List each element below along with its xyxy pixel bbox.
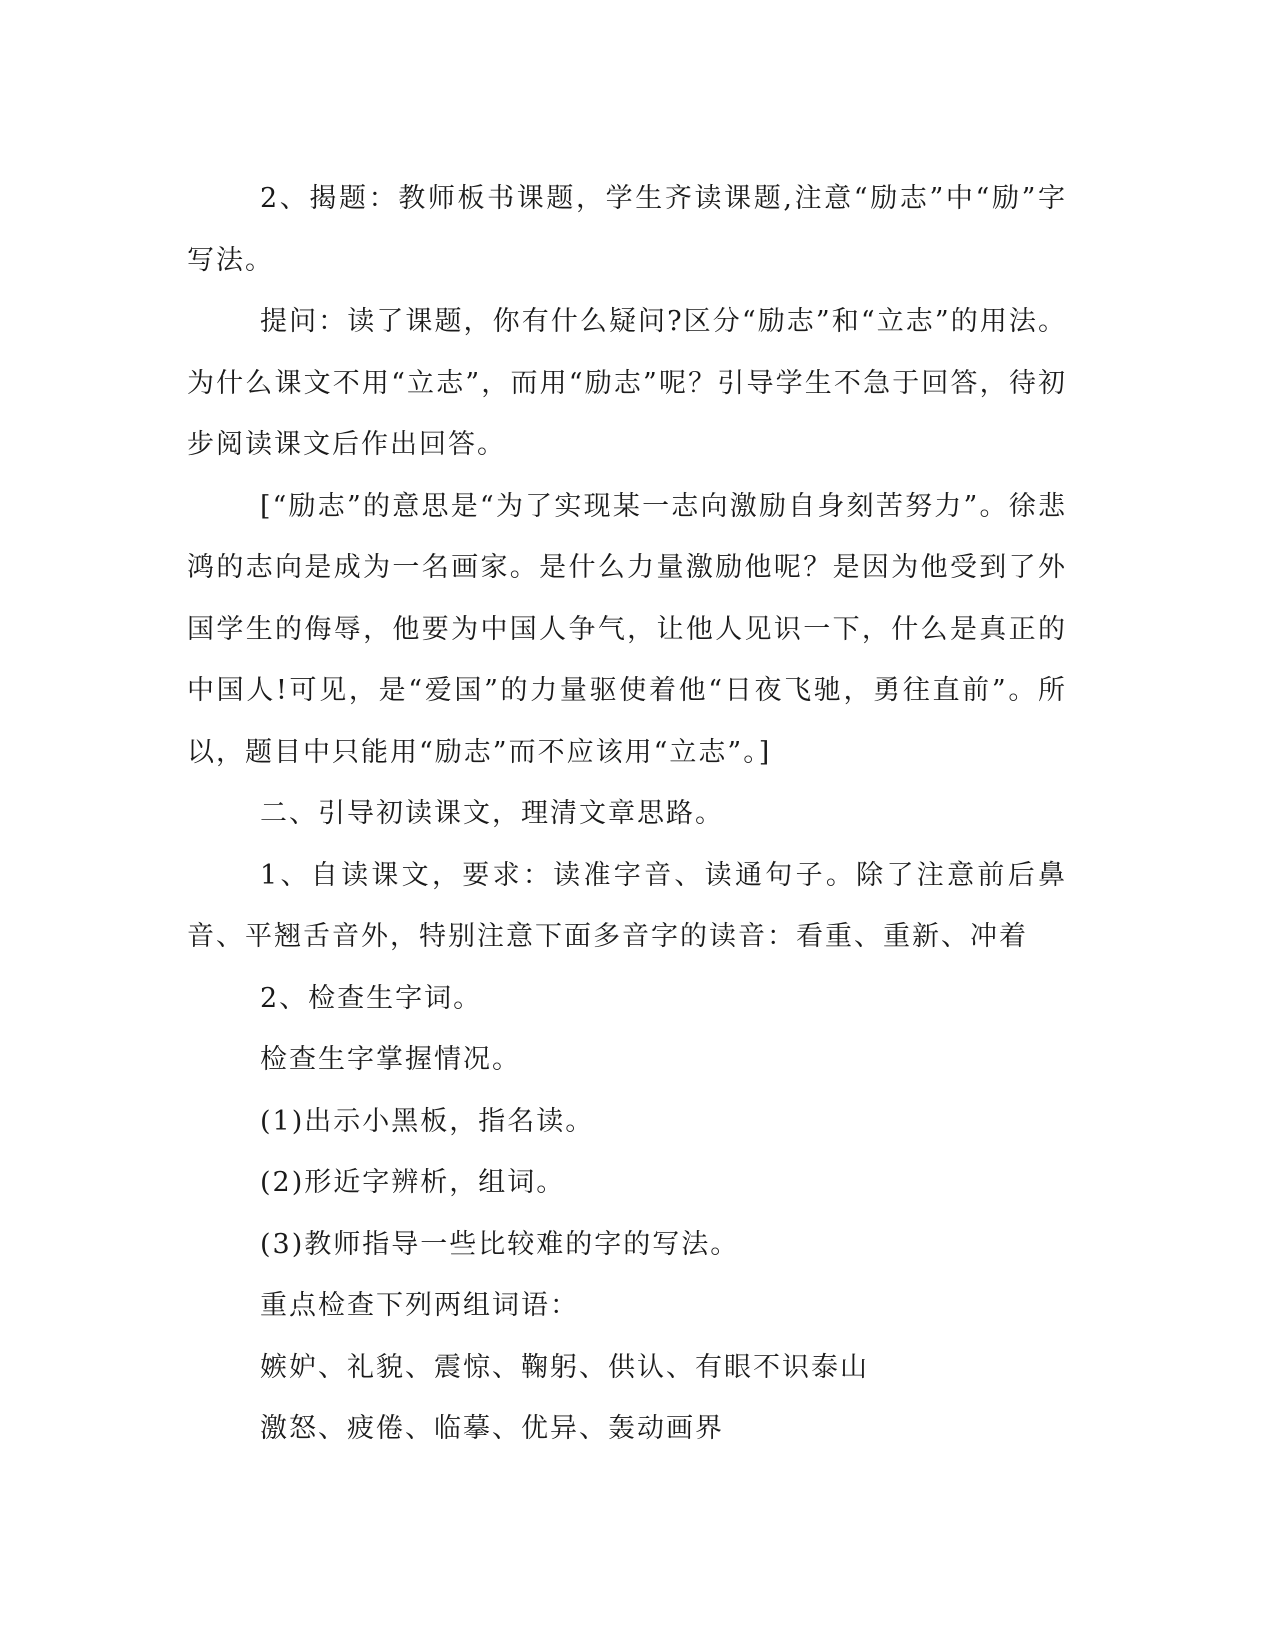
paragraph-question: 提问：读了课题，你有什么疑问?区分“励志”和“立志”的用法。为什么课文不用“立志”，而用“励志”呢？引导学生不急于回答，待初步阅读课文后作出回答。 bbox=[187, 306, 1067, 460]
paragraph-check-words: 2、检查生字词。 bbox=[260, 982, 483, 1014]
word-group-2: 激怒、疲倦、临摹、优异、轰动画界 bbox=[260, 1413, 724, 1444]
paragraph-reveal-title: 2、揭题：教师板书课题，学生齐读课题,注意“励志”中“励”字写法。 bbox=[187, 183, 1067, 276]
list-item-3: (3)教师指导一些比较难的字的写法。 bbox=[260, 1228, 740, 1260]
list-item-1: (1)出示小黑板，指名读。 bbox=[260, 1105, 595, 1137]
word-group-1: 嫉妒、礼貌、震惊、鞠躬、供认、有眼不识泰山 bbox=[260, 1351, 869, 1383]
list-item-2: (2)形近字辨析，组词。 bbox=[260, 1167, 566, 1198]
document-body bbox=[187, 168, 1067, 1460]
section-heading-first-reading: 二、引导初读课文，理清文章思路。 bbox=[260, 798, 724, 829]
paragraph-key-words-intro: 重点检查下列两组词语： bbox=[260, 1290, 579, 1321]
paragraph-check-characters: 检查生字掌握情况。 bbox=[260, 1044, 521, 1075]
paragraph-self-reading: 1、自读课文，要求：读准字音、读通句子。除了注意前后鼻音、平翘舌音外，特别注意下面多音字的读音：看重、重新、冲着 bbox=[187, 859, 1067, 952]
paragraph-explanation: [“励志”的意思是“为了实现某一志向激励自身刻苦努力”。徐悲鸿的志向是成为一名画家。是什么力量激励他呢？是因为他受到了外国学生的侮辱，他要为中国人争气，让他人见识一下，什么是真正的中国人!可见，是“爱国”的力量驱使着他“日夜飞驰，勇往直前”。所以，题目中只能用“励志”而不应该用“立志”。] bbox=[187, 490, 1067, 768]
